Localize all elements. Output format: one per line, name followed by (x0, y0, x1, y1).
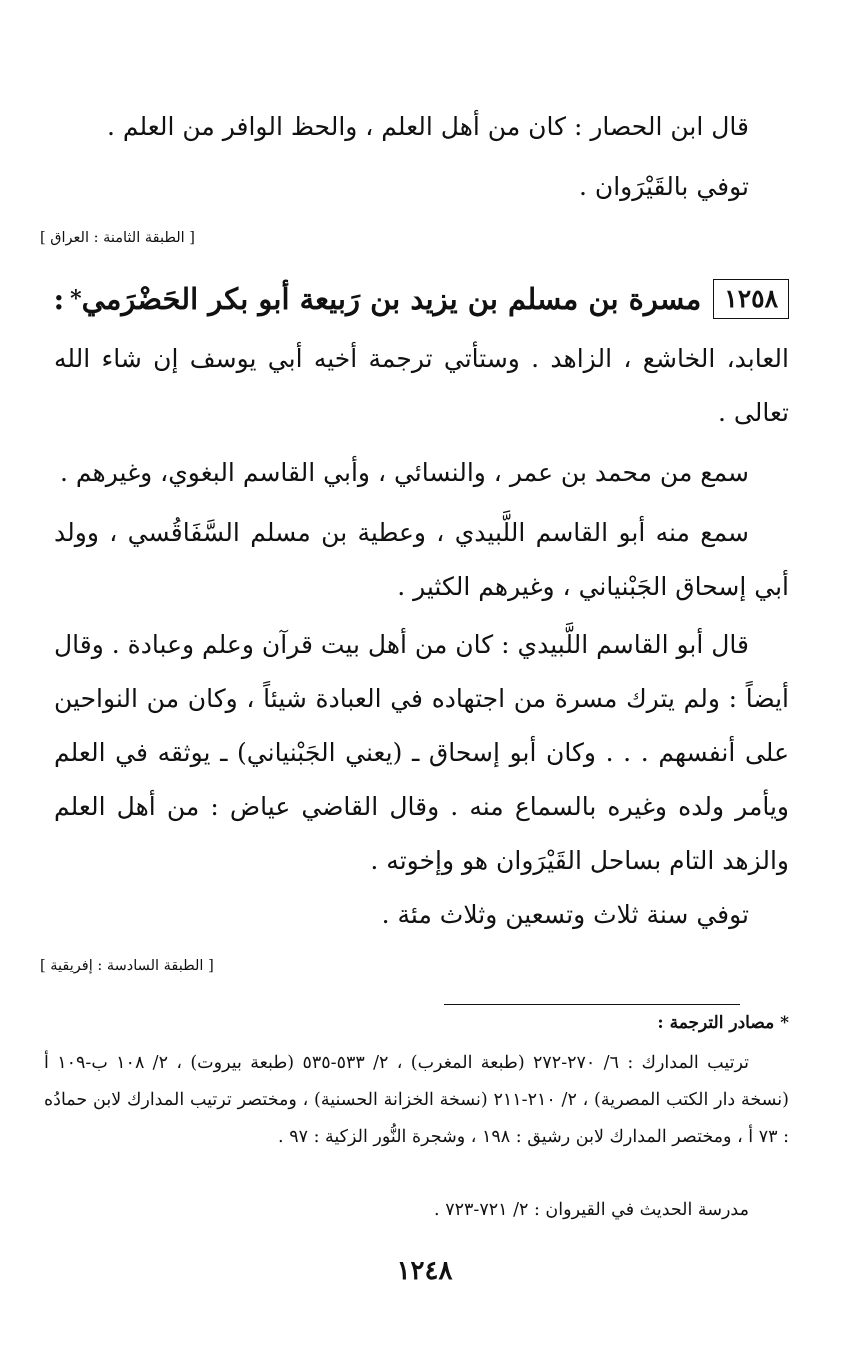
footnote-star: * (70, 286, 82, 312)
footnote-sources: ترتيب المدارك : ٦/ ٢٧٠-٢٧٢ (طبعة المغرب) ، ٢/ ٥٣٣-٥٣٥ (طبعة بيروت) ، ٢/ ١٠٨ ب-١٠٩ أ (نسخة دار الكتب المصرية) ، ٢/ ٢١٠-٢١١ (نسخة الخزانة الحسنية) ، ومختصر ترتيب المدارك لابن حمادُه : ٧٣ أ ، ومختصر المدارك لابن رشيق : ١٩٨ ، وشجرة النُّور الزكية : ٩٧ . (44, 1053, 789, 1147)
paragraph-quotes: قال أبو القاسم اللَّبيدي : كان من أهل بيت قرآن وعلم وعبادة . وقال أيضاً : ولم يترك مسرة من اجتهاده في العبادة شيئاً ، وكان من النواحين على أنفسهم . . . وكان أبو إسحاق ـ (يعني الجَبْنياني) ـ يوثقه في العلم ويأمر ولده وغيره بالسماع منه . وقال القاضي عياض : من أهل العلم والزهد التام بساحل القَيْرَوان هو وإخوته . (54, 630, 789, 875)
intro-quote-line: قال ابن الحصار : كان من أهل العلم ، والحظ الوافر من العلم . (106, 112, 749, 141)
paragraph-heard-from: سمع من محمد بن عمر ، والنسائي ، وأبي القاسم البغوي، وغيرهم . (60, 458, 749, 487)
entry-title: مسرة بن مسلم بن يزيد بن رَبيعة أبو بكر الحَضْرَمي (81, 282, 702, 316)
paragraph-death: توفي سنة ثلاث وتسعين وثلاث مئة . (381, 900, 749, 929)
page-number: ١٢٤٨ (396, 1256, 453, 1286)
paragraph-heard-by: سمع منه أبو القاسم اللَّبيدي ، وعطية بن مسلم السَّفَاقُسي ، وولد أبي إسحاق الجَبْنياني ، وغيرهم الكثير . (54, 518, 789, 601)
entry-number: ١٢٥٨ (713, 279, 789, 319)
tabaqa-tag-ifriqiya: [ الطبقة السادسة : إفريقية ] (40, 958, 214, 974)
tabaqa-tag-iraq: [ الطبقة الثامنة : العراق ] (40, 230, 195, 246)
paragraph-description: العابد، الخاشع ، الزاهد . وستأتي ترجمة أخيه أبي يوسف إن شاء الله تعالى . (54, 344, 789, 427)
footnote-madrasa: مدرسة الحديث في القيروان : ٢/ ٧٢١-٧٢٣ . (434, 1200, 749, 1220)
footnote-divider (444, 1004, 740, 1005)
entry-colon: : (53, 282, 65, 316)
intro-death-line: توفي بالقَيْرَوان . (578, 172, 749, 201)
footnote-heading: * مصادر الترجمة : (657, 1013, 789, 1033)
entry-heading (53, 276, 789, 322)
